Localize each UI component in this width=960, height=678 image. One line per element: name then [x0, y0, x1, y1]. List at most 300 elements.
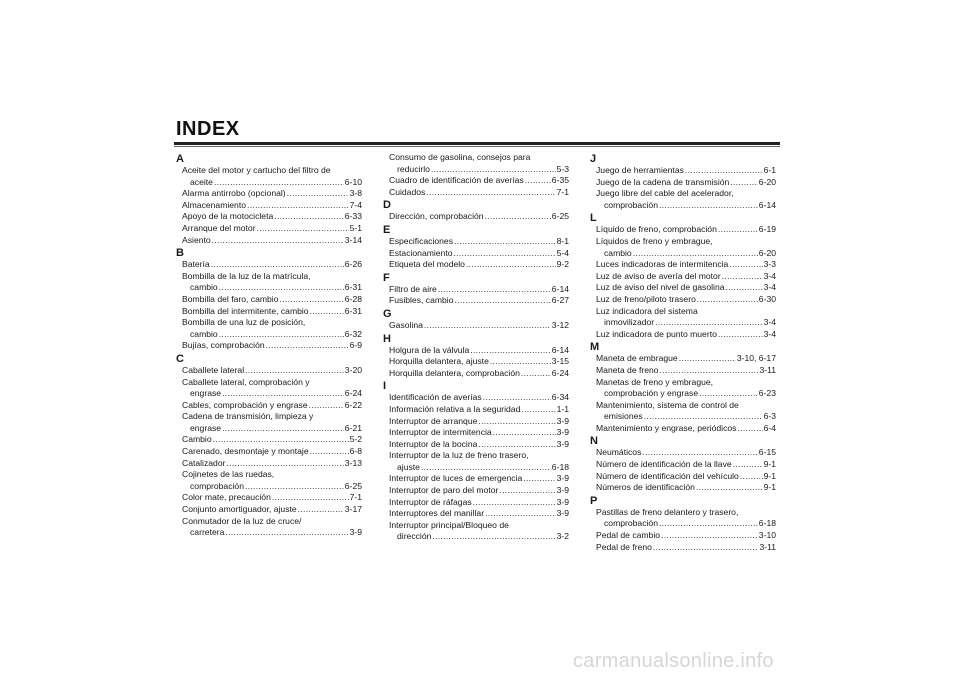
dot-leader — [219, 282, 344, 294]
section-letter: H — [383, 332, 391, 345]
page-number: 6-27 — [551, 295, 569, 306]
dot-leader — [272, 492, 349, 504]
page-number: 6-24 — [344, 388, 362, 399]
index-entry — [176, 492, 362, 504]
page-number: 3-2 — [556, 531, 569, 542]
index-entry — [176, 177, 362, 189]
page-number: 6-9 — [349, 340, 362, 351]
section-letter: L — [590, 212, 597, 225]
entry-text: Color mate, precaución — [182, 492, 271, 503]
dot-leader — [737, 423, 762, 435]
page-number: 7-1 — [349, 492, 362, 503]
dot-leader — [633, 248, 758, 260]
dot-leader — [454, 248, 556, 260]
entry-text: Números de identificación — [596, 482, 695, 493]
page-number: 3-9 — [556, 508, 569, 519]
entry-text: Interruptor de luces de emergencia — [389, 473, 523, 484]
index-entry — [590, 423, 776, 435]
entry-text: Mantenimiento y engrase, periódicos — [596, 422, 737, 433]
index-entry — [590, 507, 776, 519]
index-entry — [590, 177, 776, 189]
watermark: carmanualsonline.info — [573, 650, 774, 672]
dot-leader — [696, 482, 763, 494]
entry-text: Maneta de embrague — [596, 353, 678, 364]
entry-text: Bombilla de la luz de la matrícula, — [182, 270, 311, 281]
page-number: 6-32 — [344, 328, 362, 339]
dot-leader — [470, 345, 551, 357]
index-entry — [383, 368, 569, 380]
index-entry — [383, 175, 569, 187]
index-entry — [176, 411, 362, 423]
index-entry — [383, 439, 569, 451]
index-entry — [590, 248, 776, 260]
index-entry — [176, 516, 362, 528]
entry-text: Bujías, comprobación — [182, 340, 265, 351]
dot-leader — [287, 188, 349, 200]
page-number: 6-8 — [349, 446, 362, 457]
page-number: 6-25 — [551, 211, 569, 222]
index-entry — [176, 329, 362, 341]
index-entry — [176, 282, 362, 294]
index-entry — [383, 392, 569, 404]
dot-leader — [523, 473, 555, 485]
dot-leader — [729, 259, 762, 271]
dot-leader — [298, 504, 344, 516]
entry-text: Luz de aviso del nivel de gasolina — [596, 282, 725, 293]
section-letter: J — [590, 153, 597, 165]
index-entry — [590, 236, 776, 248]
page-number: 6-18 — [551, 461, 569, 472]
entry-text: Caballete lateral, comprobación y — [182, 376, 310, 387]
index-entry — [590, 282, 776, 294]
index-entry — [383, 508, 569, 520]
entry-text: ajuste — [397, 461, 420, 472]
entry-text: Conmutador de la luz de cruce/ — [182, 515, 302, 526]
page-number: 1-1 — [556, 403, 569, 414]
page-number: 6-31 — [344, 305, 362, 316]
index-entry — [176, 423, 362, 435]
index-entry — [176, 377, 362, 389]
page-number: 6-18 — [758, 518, 776, 529]
page-number: 6-1 — [763, 165, 776, 175]
entry-text: Bombilla de una luz de posición, — [182, 317, 306, 328]
entry-text: Interruptor de intermitencia — [389, 427, 492, 438]
dot-leader — [310, 446, 349, 458]
page-number: 3-8 — [349, 188, 362, 199]
index-entry — [590, 224, 776, 236]
index-entry — [383, 248, 569, 260]
page-number: 6-23 — [758, 388, 776, 399]
section-letter: F — [383, 271, 390, 284]
dot-leader — [466, 259, 556, 271]
section-letter: N — [590, 435, 598, 448]
dot-leader — [740, 471, 763, 483]
entry-text: Aceite del motor y cartucho del filtro de — [182, 165, 331, 175]
section-letter: D — [383, 199, 391, 212]
index-entry — [176, 388, 362, 400]
entry-text: Dirección, comprobación — [389, 211, 484, 222]
entry-text: emisiones — [604, 411, 643, 422]
dot-leader — [214, 177, 344, 189]
page-number: 8-1 — [556, 235, 569, 246]
page-number: 6-31 — [344, 282, 362, 293]
section-letter: E — [383, 223, 391, 236]
index-entry — [590, 530, 776, 542]
entry-text: Bombilla del intermitente, cambio — [182, 305, 309, 316]
index-entry — [383, 236, 569, 248]
entry-text: Holgura de la válvula — [389, 344, 470, 355]
entry-text: reducirlo — [397, 163, 430, 174]
page-number: 3-9 — [556, 438, 569, 449]
entry-text: Interruptor de la bocina — [389, 438, 478, 449]
page-number: 6-14 — [551, 344, 569, 355]
dot-leader — [733, 459, 763, 471]
entry-text: Gasolina — [389, 319, 423, 330]
dot-leader — [226, 458, 343, 470]
entry-text: Neumáticos — [596, 447, 642, 458]
entry-text: Almacenamiento — [182, 199, 247, 210]
index-entry — [590, 317, 776, 329]
entry-text: Cojinetes de las ruedas, — [182, 469, 275, 480]
index-entry — [383, 520, 569, 532]
index-entry — [383, 473, 569, 485]
page-number: 5-3 — [556, 163, 569, 174]
entry-text: cambio — [190, 282, 218, 293]
entry-text: Información relativa a la seguridad — [389, 403, 521, 414]
page-number: 3-11 — [759, 541, 776, 552]
index-entry — [590, 294, 776, 306]
index-entry — [590, 447, 776, 459]
section-letter: M — [590, 341, 600, 354]
index-entry — [383, 152, 569, 164]
dot-leader — [211, 259, 344, 271]
page-number: 6-20 — [758, 247, 776, 258]
index-entry — [176, 504, 362, 516]
index-entry — [176, 340, 362, 352]
page-number: 3-10, 6-17 — [736, 353, 776, 364]
index-entry — [383, 295, 569, 307]
index-entry — [176, 434, 362, 446]
entry-text: inmovilizador — [604, 317, 655, 328]
entry-text: Horquilla delantera, ajuste — [389, 356, 489, 367]
page-number: 6-30 — [758, 293, 776, 304]
dot-leader — [432, 531, 555, 543]
dot-leader — [490, 356, 551, 368]
index-entry — [590, 411, 776, 423]
index-entry — [176, 317, 362, 329]
entry-text: Asiento — [182, 234, 211, 245]
index-entry — [383, 345, 569, 357]
entry-text: Interruptor de paro del motor — [389, 485, 499, 496]
entry-text: Número de identificación de la llave — [596, 459, 732, 470]
dot-leader — [679, 353, 736, 365]
page-number: 6-21 — [344, 422, 362, 433]
index-entry — [590, 165, 776, 177]
page-number: 3-20 — [344, 364, 362, 375]
page-number: 9-2 — [556, 259, 569, 270]
dot-leader — [424, 320, 551, 332]
entry-text: Mantenimiento, sistema de control de — [596, 399, 739, 410]
entry-text: Luz indicadora de punto muerto — [596, 328, 717, 339]
index-entry — [176, 481, 362, 493]
page-number: 6-14 — [551, 283, 569, 294]
index-entry — [383, 485, 569, 497]
index-entry — [383, 497, 569, 509]
dot-leader — [659, 200, 758, 212]
entry-text: engrase — [190, 422, 222, 433]
entry-text: comprobación — [604, 518, 658, 529]
index-entry — [383, 427, 569, 439]
page-number: 3-13 — [344, 457, 362, 468]
entry-text: dirección — [397, 531, 432, 542]
entry-text: Bombilla del faro, cambio — [182, 293, 279, 304]
index-column-2 — [383, 152, 569, 543]
page-number: 3-11 — [759, 364, 776, 375]
index-entry — [590, 329, 776, 341]
entry-text: Cuadro de identificación de averías — [389, 175, 524, 186]
page-number: 6-28 — [344, 293, 362, 304]
page-number: 6-26 — [344, 259, 362, 270]
page-number: 3-17 — [344, 504, 362, 515]
entry-text: Pedal de cambio — [596, 530, 661, 541]
entry-text: Pedal de freno — [596, 541, 652, 552]
section-letter: A — [176, 153, 184, 165]
page-number: 6-19 — [758, 224, 776, 235]
entry-text: Carenado, desmontaje y montaje — [182, 446, 309, 457]
entry-text: Líquido de freno, comprobación — [596, 224, 717, 235]
dot-leader — [225, 527, 348, 539]
page-number: 6-33 — [344, 211, 362, 222]
entry-text: Filtro de aire — [389, 283, 437, 294]
entry-text: Pastillas de freno delantero y trasero, — [596, 506, 739, 517]
page-number: 6-22 — [344, 399, 362, 410]
index-column-3 — [590, 152, 776, 553]
page-number: 3-14 — [344, 234, 362, 245]
dot-leader — [222, 423, 344, 435]
title-rule-thin — [174, 146, 780, 147]
index-entry — [176, 211, 362, 223]
dot-leader — [426, 187, 555, 199]
entry-text: Arranque del motor — [182, 222, 256, 233]
page-number: 5-1 — [349, 222, 362, 233]
entry-text: Fusibles, cambio — [389, 295, 454, 306]
index-entry — [383, 462, 569, 474]
dot-leader — [212, 235, 344, 247]
page-number: 6-4 — [763, 422, 776, 433]
dot-leader — [483, 392, 551, 404]
index-entry — [590, 377, 776, 389]
entry-text: Conjunto amortiguador, ajuste — [182, 504, 297, 515]
dot-leader — [653, 542, 759, 554]
index-entry — [590, 188, 776, 200]
entry-text: Identificación de averías — [389, 392, 482, 403]
dot-leader — [421, 462, 551, 474]
entry-text: Cables, comprobación y engrase — [182, 399, 308, 410]
page-number: 9-1 — [763, 470, 776, 481]
page-number: 3-9 — [556, 427, 569, 438]
index-entry — [383, 211, 569, 223]
entry-text: Interruptores del manillar — [389, 508, 485, 519]
index-entry — [176, 200, 362, 212]
dot-leader — [642, 447, 757, 459]
entry-text: Interruptor de ráfagas — [389, 496, 472, 507]
dot-leader — [219, 329, 344, 341]
dot-leader — [473, 497, 556, 509]
page-number: 7-4 — [349, 199, 362, 210]
index-entry — [176, 271, 362, 283]
entry-text: Etiqueta del modelo — [389, 259, 465, 270]
dot-leader — [697, 294, 758, 306]
index-entry — [590, 388, 776, 400]
page-number: 3-15 — [551, 356, 569, 367]
page-title: INDEX — [176, 118, 240, 140]
page-number: 5-4 — [556, 247, 569, 258]
dot-leader — [521, 368, 551, 380]
index-entry — [590, 482, 776, 494]
entry-text: comprobación — [604, 199, 658, 210]
page-number: 3-12 — [551, 319, 569, 330]
dot-leader — [309, 400, 344, 412]
index-entry — [176, 235, 362, 247]
section-letter: I — [383, 380, 387, 393]
section-letter: C — [176, 352, 184, 365]
index-entry — [176, 294, 362, 306]
index-entry — [176, 469, 362, 481]
page-number: 3-9 — [556, 415, 569, 426]
page-number: 7-1 — [556, 186, 569, 197]
index-entry — [590, 542, 776, 554]
index-entry — [176, 165, 362, 177]
entry-text: Alarma antirrobo (opcional) — [182, 188, 286, 199]
index-entry — [590, 365, 776, 377]
index-entry — [590, 459, 776, 471]
dot-leader — [431, 164, 556, 176]
entry-text: engrase — [190, 388, 222, 399]
page-number: 6-15 — [758, 447, 776, 458]
dot-leader — [655, 317, 762, 329]
dot-leader — [699, 388, 758, 400]
entry-text: comprobación — [190, 480, 244, 491]
section-letter: G — [383, 307, 392, 320]
entry-text: Apoyo de la motocicleta — [182, 211, 274, 222]
page-number: 6-24 — [551, 367, 569, 378]
entry-text: Especificaciones — [389, 235, 454, 246]
index-entry — [383, 404, 569, 416]
page-number: 6-25 — [344, 480, 362, 491]
dot-leader — [730, 177, 758, 189]
index-entry — [176, 223, 362, 235]
dot-leader — [485, 508, 556, 520]
dot-leader — [525, 175, 551, 187]
entry-text: cambio — [604, 247, 632, 258]
index-entry — [176, 259, 362, 271]
page-number: 3-4 — [763, 282, 776, 293]
index-entry — [590, 200, 776, 212]
entry-text: Luz indicadora del sistema — [596, 305, 698, 316]
index-entry — [383, 320, 569, 332]
dot-leader — [726, 282, 763, 294]
dot-leader — [454, 295, 550, 307]
dot-leader — [644, 411, 763, 423]
index-entry — [383, 259, 569, 271]
entry-text: Batería — [182, 259, 210, 270]
section-letter: B — [176, 247, 184, 260]
page-number: 6-3 — [763, 411, 776, 422]
dot-leader — [493, 427, 556, 439]
index-entry — [590, 259, 776, 271]
index-entry — [176, 400, 362, 412]
entry-text: cambio — [190, 328, 218, 339]
index-entry — [176, 527, 362, 539]
entry-text: Líquidos de freno y embrague, — [596, 235, 713, 246]
page-number: 6-14 — [758, 199, 776, 210]
dot-leader — [659, 518, 758, 530]
dot-leader — [718, 329, 763, 341]
entry-text: Juego de herramientas — [596, 165, 684, 175]
entry-text: Maneta de freno — [596, 364, 659, 375]
dot-leader — [718, 224, 758, 236]
dot-leader — [660, 365, 759, 377]
entry-text: Catalizador — [182, 457, 226, 468]
page-number: 9-1 — [763, 459, 776, 470]
entry-text: Cadena de transmisión, limpieza y — [182, 411, 314, 422]
page-number: 3-9 — [349, 527, 362, 538]
entry-text: aceite — [190, 176, 213, 187]
section-letter: P — [590, 494, 598, 507]
entry-text: Juego de la cadena de transmisión — [596, 176, 730, 187]
index-entry — [176, 188, 362, 200]
dot-leader — [438, 284, 551, 296]
page-number: 6-20 — [758, 176, 776, 187]
index-entry — [383, 356, 569, 368]
entry-text: Luz de freno/piloto trasero — [596, 293, 696, 304]
dot-leader — [257, 223, 349, 235]
entry-text: Consumo de gasolina, consejos para — [389, 152, 531, 162]
entry-text: Cambio — [182, 434, 212, 445]
page-number: 9-1 — [763, 482, 776, 493]
dot-leader — [499, 485, 555, 497]
dot-leader — [454, 236, 556, 248]
entry-text: Manetas de freno y embrague, — [596, 376, 714, 387]
index-entry — [590, 518, 776, 530]
entry-text: Horquilla delantera, comprobación — [389, 367, 520, 378]
entry-text: carretera — [190, 527, 225, 538]
entry-text: Luz de aviso de avería del motor — [596, 270, 721, 281]
page-number: 6-10 — [344, 176, 362, 187]
entry-text: Interruptor de la luz de freno trasero, — [389, 450, 529, 461]
index-entry — [590, 471, 776, 483]
dot-leader — [213, 434, 349, 446]
dot-leader — [222, 388, 344, 400]
dot-leader — [274, 211, 344, 223]
index-entry — [383, 284, 569, 296]
index-entry — [176, 365, 362, 377]
title-rule — [174, 142, 780, 145]
index-entry — [176, 446, 362, 458]
page-number: 3-4 — [763, 328, 776, 339]
dot-leader — [247, 200, 349, 212]
index-entry — [383, 187, 569, 199]
page-number: 3-9 — [556, 473, 569, 484]
dot-leader — [280, 294, 344, 306]
dot-leader — [722, 271, 763, 283]
index-entry — [590, 353, 776, 365]
index-entry — [383, 531, 569, 543]
index-column-1 — [176, 152, 362, 539]
page-number: 3-3 — [763, 259, 776, 270]
dot-leader — [685, 165, 763, 177]
entry-text: Juego libre del cable del acelerador, — [596, 188, 734, 199]
